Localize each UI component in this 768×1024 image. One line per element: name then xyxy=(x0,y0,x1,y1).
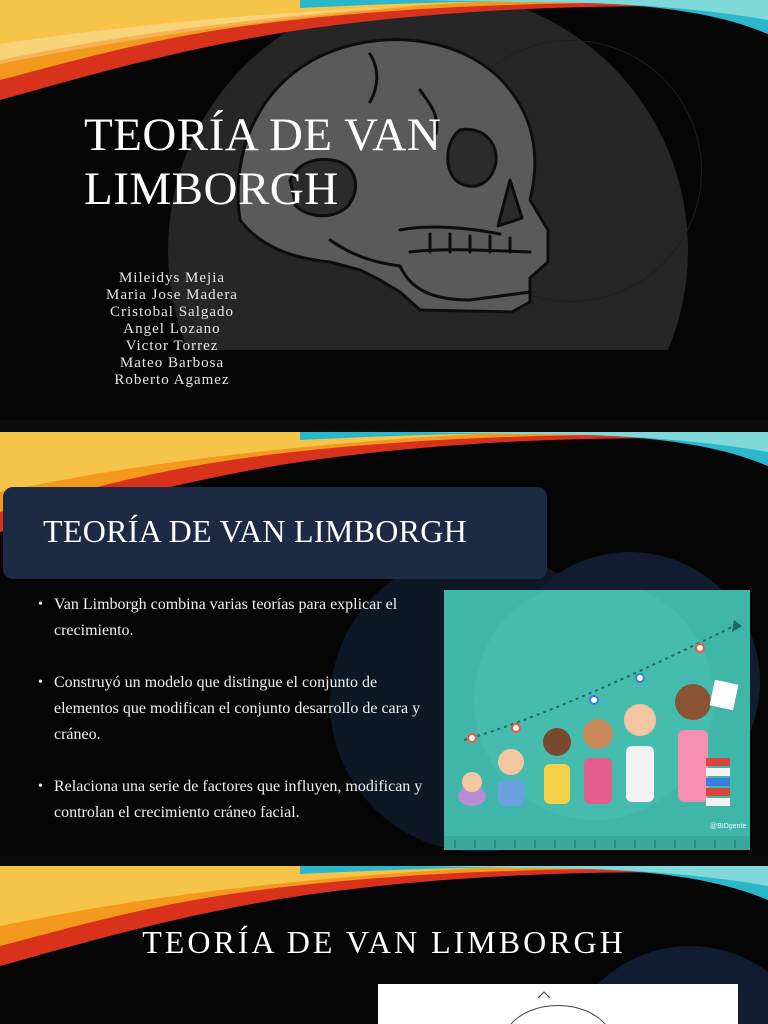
author-name: Roberto Agamez xyxy=(114,372,230,388)
author-list xyxy=(72,270,272,389)
slide-separator xyxy=(0,856,768,866)
slide-1 xyxy=(0,0,768,420)
image-placeholder xyxy=(378,984,738,1024)
author-name: Maria Jose Madera xyxy=(106,287,238,303)
bullet-item: • Relaciona una serie de factores que influyen, modifican y controlan el crecimiento cráneo facial. xyxy=(36,774,436,826)
slide-1-title xyxy=(84,108,524,216)
slide-3 xyxy=(0,866,768,1024)
illustration-credit: @BIDgente xyxy=(710,823,747,830)
title-line-2: LIMBORGH xyxy=(84,163,339,215)
author-name: Victor Torrez xyxy=(125,338,219,354)
slide-2 xyxy=(0,432,768,856)
bullet-item: • Van Limborgh combina varias teorías para explicar el crecimiento. xyxy=(36,592,436,644)
title-box xyxy=(3,487,547,579)
author-name: Mateo Barbosa xyxy=(119,355,225,371)
slide-2-title: TEORÍA DE VAN LIMBORGH xyxy=(43,513,468,549)
bullet-item: • Construyó un modelo que distingue el conjunto de elementos que modifican el conjunto desarrollo de cara y cráneo. xyxy=(36,670,436,748)
title-line-1: TEORÍA DE VAN xyxy=(84,109,442,161)
bullet-list xyxy=(36,592,436,852)
author-name: Mileidys Mejia xyxy=(118,270,226,286)
slide-separator xyxy=(0,420,768,432)
diagram-fragment xyxy=(498,988,618,1024)
author-name: Cristobal Salgado xyxy=(109,304,235,320)
growth-illustration xyxy=(444,590,750,850)
author-name: Angel Lozano xyxy=(123,321,221,337)
slide-3-title: TEORÍA DE VAN LIMBORGH xyxy=(142,924,626,960)
